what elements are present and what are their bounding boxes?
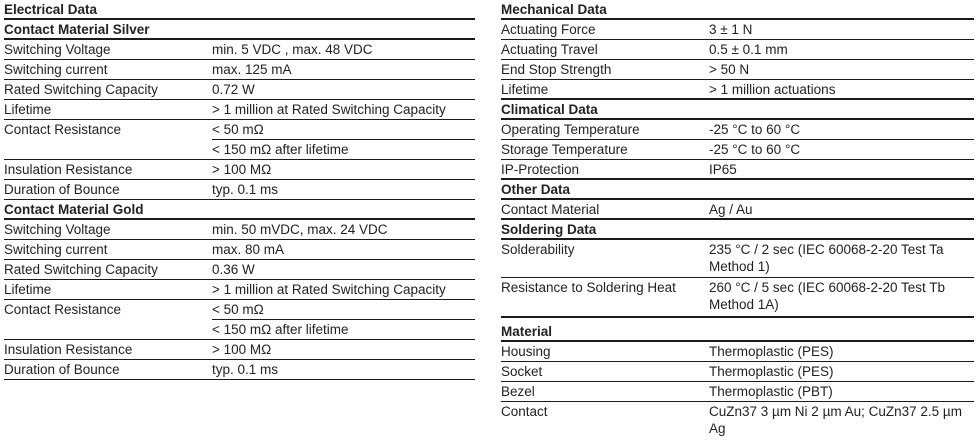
row-value: < 150 mΩ after lifetime xyxy=(212,322,349,337)
row-label: Switching current xyxy=(4,242,108,257)
row-label: Rated Switching Capacity xyxy=(4,82,158,97)
row-value: typ. 0.1 ms xyxy=(212,362,279,377)
row-label: Contact Resistance xyxy=(4,302,122,317)
table-row xyxy=(4,40,475,60)
subsection-header-silver xyxy=(4,20,475,40)
table-row xyxy=(4,240,475,260)
mechanical-data-column xyxy=(501,0,974,440)
row-value: CuZn37 3 µm Ni 2 µm Au; CuZn37 2.5 µm Ag xyxy=(709,404,962,436)
row-label: Rated Switching Capacity xyxy=(4,262,158,277)
table-row xyxy=(501,278,974,318)
row-label: Lifetime xyxy=(4,282,52,297)
row-value: > 1 million at Rated Switching Capacity xyxy=(212,102,446,117)
row-value: Thermoplastic (PES) xyxy=(709,364,834,379)
row-label: Storage Temperature xyxy=(501,142,628,157)
row-value: 260 °C / 5 sec (IEC 60068-2-20 Test Tb Method 1A) xyxy=(709,280,946,312)
row-value: > 1 million actuations xyxy=(709,82,836,97)
row-value: min. 50 mVDC, max. 24 VDC xyxy=(212,222,388,237)
section-title: Other Data xyxy=(501,182,571,197)
row-label: Operating Temperature xyxy=(501,122,640,137)
row-label: Duration of Bounce xyxy=(4,362,120,377)
row-value: > 50 N xyxy=(709,62,750,77)
row-label: Insulation Resistance xyxy=(4,342,133,357)
section-title: Mechanical Data xyxy=(501,2,607,17)
table-row-continuation xyxy=(4,320,475,340)
table-row xyxy=(4,60,475,80)
row-label: Insulation Resistance xyxy=(4,162,133,177)
subsection-title: Contact Material Silver xyxy=(4,22,150,37)
section-header-material xyxy=(501,322,974,342)
row-value: -25 °C to 60 °C xyxy=(709,142,801,157)
row-value: max. 125 mA xyxy=(212,62,292,77)
subsection-header-gold xyxy=(4,200,475,220)
table-row xyxy=(4,260,475,280)
row-value: max. 80 mA xyxy=(212,242,285,257)
table-row xyxy=(501,160,974,180)
table-row xyxy=(501,20,974,40)
table-row xyxy=(501,402,974,440)
row-value: Thermoplastic (PBT) xyxy=(709,384,833,399)
row-label: Contact Resistance xyxy=(4,122,122,137)
table-row xyxy=(501,200,974,220)
row-value: 0.5 ± 0.1 mm xyxy=(709,42,788,57)
row-value: min. 5 VDC , max. 48 VDC xyxy=(212,42,373,57)
subsection-title: Contact Material Gold xyxy=(4,202,144,217)
section-header-climatical xyxy=(501,100,974,120)
section-title: Material xyxy=(501,324,553,339)
row-value: < 150 mΩ after lifetime xyxy=(212,142,349,157)
table-row xyxy=(4,300,475,320)
table-row xyxy=(501,382,974,402)
row-label: Actuating Force xyxy=(501,22,596,37)
table-row xyxy=(4,220,475,240)
row-value: Ag / Au xyxy=(709,202,753,217)
row-value: 235 °C / 2 sec (IEC 60068-2-20 Test Ta Method 1) xyxy=(709,242,944,274)
table-row xyxy=(501,140,974,160)
row-value: 3 ± 1 N xyxy=(709,22,753,37)
table-row xyxy=(501,342,974,362)
table-row xyxy=(501,362,974,382)
row-value: IP65 xyxy=(709,162,737,177)
section-header-soldering xyxy=(501,220,974,240)
section-header-electrical xyxy=(4,0,475,20)
row-label: Socket xyxy=(501,364,543,379)
table-row xyxy=(4,180,475,200)
row-label: Contact xyxy=(501,404,548,419)
table-row xyxy=(4,360,475,380)
row-value: > 100 MΩ xyxy=(212,342,272,357)
row-value: 0.72 W xyxy=(212,82,255,97)
electrical-data-column xyxy=(4,0,475,380)
row-value: < 50 mΩ xyxy=(212,120,475,140)
row-label: Switching current xyxy=(4,62,108,77)
row-label: Contact Material xyxy=(501,202,600,217)
section-title: Electrical Data xyxy=(4,2,98,17)
table-row xyxy=(4,100,475,120)
row-label: End Stop Strength xyxy=(501,62,612,77)
table-row-continuation xyxy=(4,140,475,160)
table-row xyxy=(501,40,974,60)
row-label: IP-Protection xyxy=(501,162,580,177)
table-row xyxy=(501,240,974,278)
table-row xyxy=(4,80,475,100)
row-value: typ. 0.1 ms xyxy=(212,182,279,197)
section-title: Climatical Data xyxy=(501,102,598,117)
row-value: > 1 million at Rated Switching Capacity xyxy=(212,282,446,297)
section-header-other xyxy=(501,180,974,200)
table-row xyxy=(4,340,475,360)
table-row xyxy=(501,80,974,100)
row-value: 0.36 W xyxy=(212,262,255,277)
row-label: Housing xyxy=(501,344,551,359)
row-label: Resistance to Soldering Heat xyxy=(501,280,676,295)
section-title: Soldering Data xyxy=(501,222,597,237)
row-label: Lifetime xyxy=(501,82,549,97)
table-row xyxy=(4,120,475,140)
row-label: Bezel xyxy=(501,384,535,399)
table-row xyxy=(501,120,974,140)
row-value: < 50 mΩ xyxy=(212,300,475,320)
row-label: Switching Voltage xyxy=(4,42,111,57)
row-label: Lifetime xyxy=(4,102,52,117)
row-label: Actuating Travel xyxy=(501,42,598,57)
row-value: > 100 MΩ xyxy=(212,162,272,177)
table-row xyxy=(4,280,475,300)
row-value: -25 °C to 60 °C xyxy=(709,122,801,137)
row-value: Thermoplastic (PES) xyxy=(709,344,834,359)
table-row xyxy=(4,160,475,180)
table-row xyxy=(501,60,974,80)
row-label: Switching Voltage xyxy=(4,222,111,237)
row-label: Solderability xyxy=(501,242,575,257)
section-header-mechanical xyxy=(501,0,974,20)
row-label: Duration of Bounce xyxy=(4,182,120,197)
